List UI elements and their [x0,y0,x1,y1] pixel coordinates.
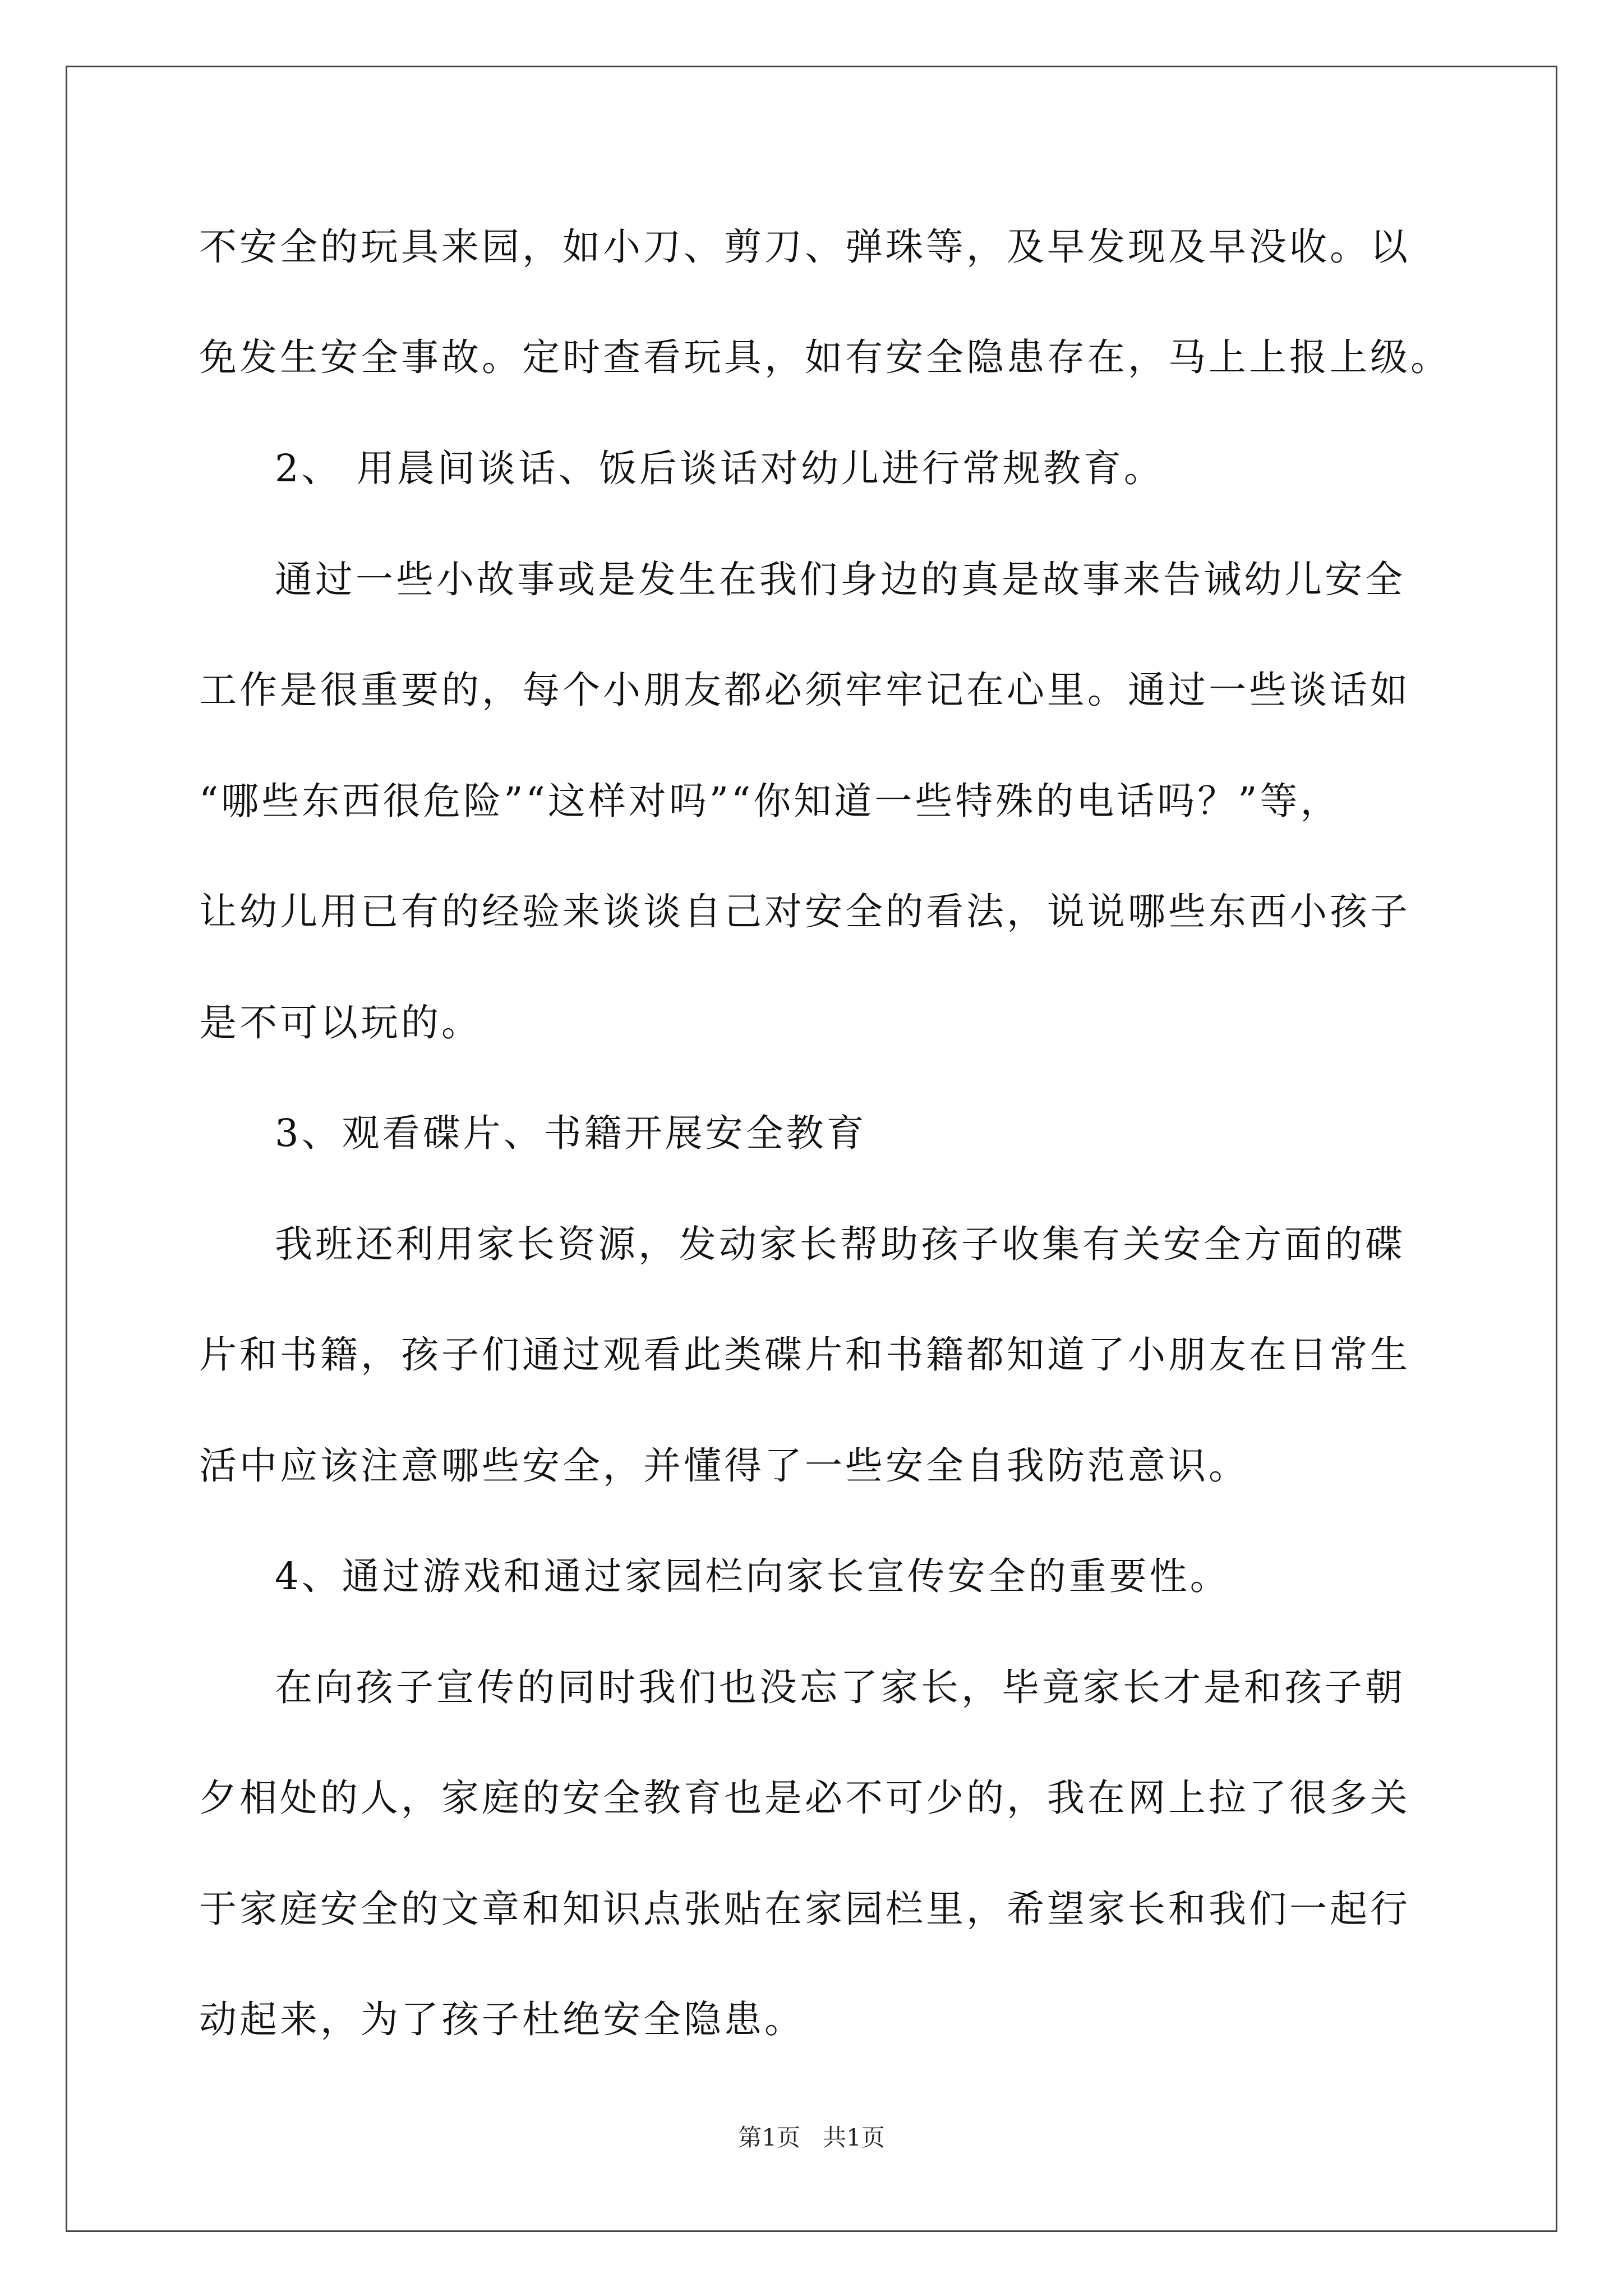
section-heading: 3、观看碟片、书籍开展安全教育 [275,1111,867,1155]
paragraph-start: 通过一些小故事或是发生在我们身边的真是故事来告诫幼儿安全 [275,558,1405,601]
text-line: 动起来，为了孩子杜绝安全隐患。 [199,1998,805,2041]
text-line: 免发生安全事故。定时查看玩具，如有安全隐患存在，马上上报上级。 [199,335,1451,379]
text-line: 于家庭安全的文章和知识点张贴在家园栏里，希望家长和我们一起行 [199,1887,1410,1931]
page-number-footer: 第1页 共1页 [738,2124,885,2151]
text-line: 是不可以玩的。 [199,1001,482,1045]
section-heading: 4、通过游戏和通过家园栏向家长宣传安全的重要性。 [275,1554,1230,1598]
text-line: 让幼儿用已有的经验来谈谈自己对安全的看法，说说哪些东西小孩子 [199,890,1410,933]
text-line: 活中应该注意哪些安全，并懂得了一些安全自我防范意识。 [199,1444,1249,1488]
text-line: “哪些东西很危险”“这样对吗”“你知道一些特殊的电话吗？”等， [199,779,1341,823]
paragraph-start: 在向孩子宣传的同时我们也没忘了家长，毕竟家长才是和孩子朝 [275,1665,1405,1709]
text-line: 不安全的玩具来园，如小刀、剪刀、弹珠等，及早发现及早没收。以 [199,225,1410,269]
text-line: 工作是很重要的，每个小朋友都必须牢牢记在心里。通过一些谈话如 [199,668,1410,712]
text-line: 夕相处的人，家庭的安全教育也是必不可少的，我在网上拉了很多关 [199,1776,1410,1820]
text-line: 片和书籍，孩子们通过观看此类碟片和书籍都知道了小朋友在日常生 [199,1333,1410,1377]
section-heading: 2、 用晨间谈话、饭后谈话对幼儿进行常规教育。 [275,447,1164,490]
paragraph-start: 我班还利用家长资源，发动家长帮助孩子收集有关安全方面的碟 [275,1222,1405,1266]
